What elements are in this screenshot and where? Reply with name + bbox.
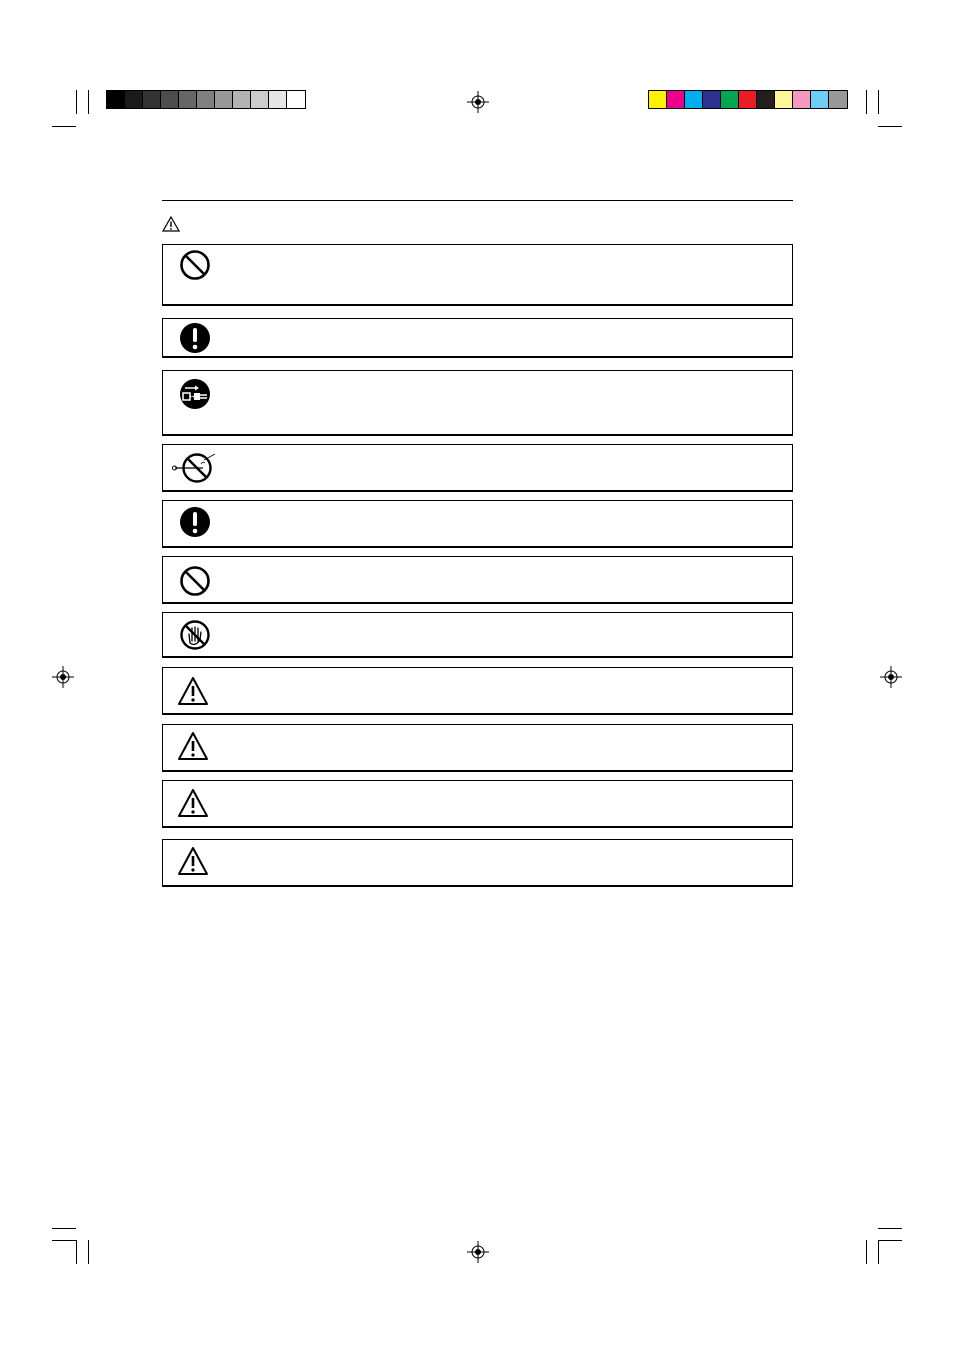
unplug-icon [179, 378, 211, 410]
registration-mark-icon [467, 91, 489, 113]
safety-panel [162, 667, 793, 715]
color-swatch [829, 91, 847, 108]
crop-mark [878, 1228, 902, 1229]
prohibition-icon [179, 249, 211, 281]
safety-panel [162, 556, 793, 604]
safety-panel [162, 244, 793, 306]
safety-panel [162, 839, 793, 887]
color-swatch [775, 91, 793, 108]
mandatory-exclamation-icon [179, 322, 211, 354]
safety-panel [162, 318, 793, 358]
safety-panel [162, 370, 793, 436]
safety-panel [162, 612, 793, 658]
crop-mark [878, 1240, 879, 1264]
crop-mark [76, 1240, 77, 1264]
warning-triangle-icon [162, 216, 180, 232]
color-swatch [107, 91, 125, 108]
crop-mark [52, 1228, 76, 1229]
color-swatch [215, 91, 233, 108]
color-calibration-bar [648, 90, 848, 109]
prohibition-icon [179, 565, 211, 597]
color-swatch [811, 91, 829, 108]
crop-mark [878, 126, 902, 127]
warning-triangle-icon [177, 731, 209, 763]
color-swatch [125, 91, 143, 108]
color-swatch [793, 91, 811, 108]
color-swatch [685, 91, 703, 108]
color-swatch [667, 91, 685, 108]
warning-triangle-icon [177, 788, 209, 820]
mandatory-exclamation-icon [179, 506, 211, 538]
color-swatch [143, 91, 161, 108]
color-swatch [649, 91, 667, 108]
no-water-icon [171, 452, 217, 484]
crop-mark [88, 1240, 89, 1264]
crop-mark [52, 1240, 76, 1241]
crop-mark [866, 1240, 867, 1264]
do-not-touch-icon [179, 619, 211, 651]
crop-mark [878, 1240, 902, 1241]
color-swatch [251, 91, 269, 108]
safety-panel [162, 444, 793, 492]
color-swatch [197, 91, 215, 108]
color-swatch [161, 91, 179, 108]
grayscale-calibration-bar [106, 90, 306, 109]
safety-panel [162, 724, 793, 772]
color-swatch [179, 91, 197, 108]
color-swatch [739, 91, 757, 108]
color-swatch [233, 91, 251, 108]
safety-panel [162, 780, 793, 828]
crop-mark [866, 90, 867, 114]
safety-panel [162, 500, 793, 548]
warning-triangle-icon [177, 676, 209, 708]
registration-mark-icon [467, 1241, 489, 1263]
header-rule [162, 200, 793, 201]
crop-mark [878, 90, 879, 114]
color-swatch [287, 91, 305, 108]
crop-mark [76, 90, 77, 114]
warning-triangle-icon [177, 846, 209, 878]
crop-mark [88, 90, 89, 114]
crop-mark [52, 126, 76, 127]
color-swatch [757, 91, 775, 108]
color-swatch [703, 91, 721, 108]
color-swatch [269, 91, 287, 108]
color-swatch [721, 91, 739, 108]
registration-mark-icon [880, 666, 902, 688]
registration-mark-icon [52, 666, 74, 688]
